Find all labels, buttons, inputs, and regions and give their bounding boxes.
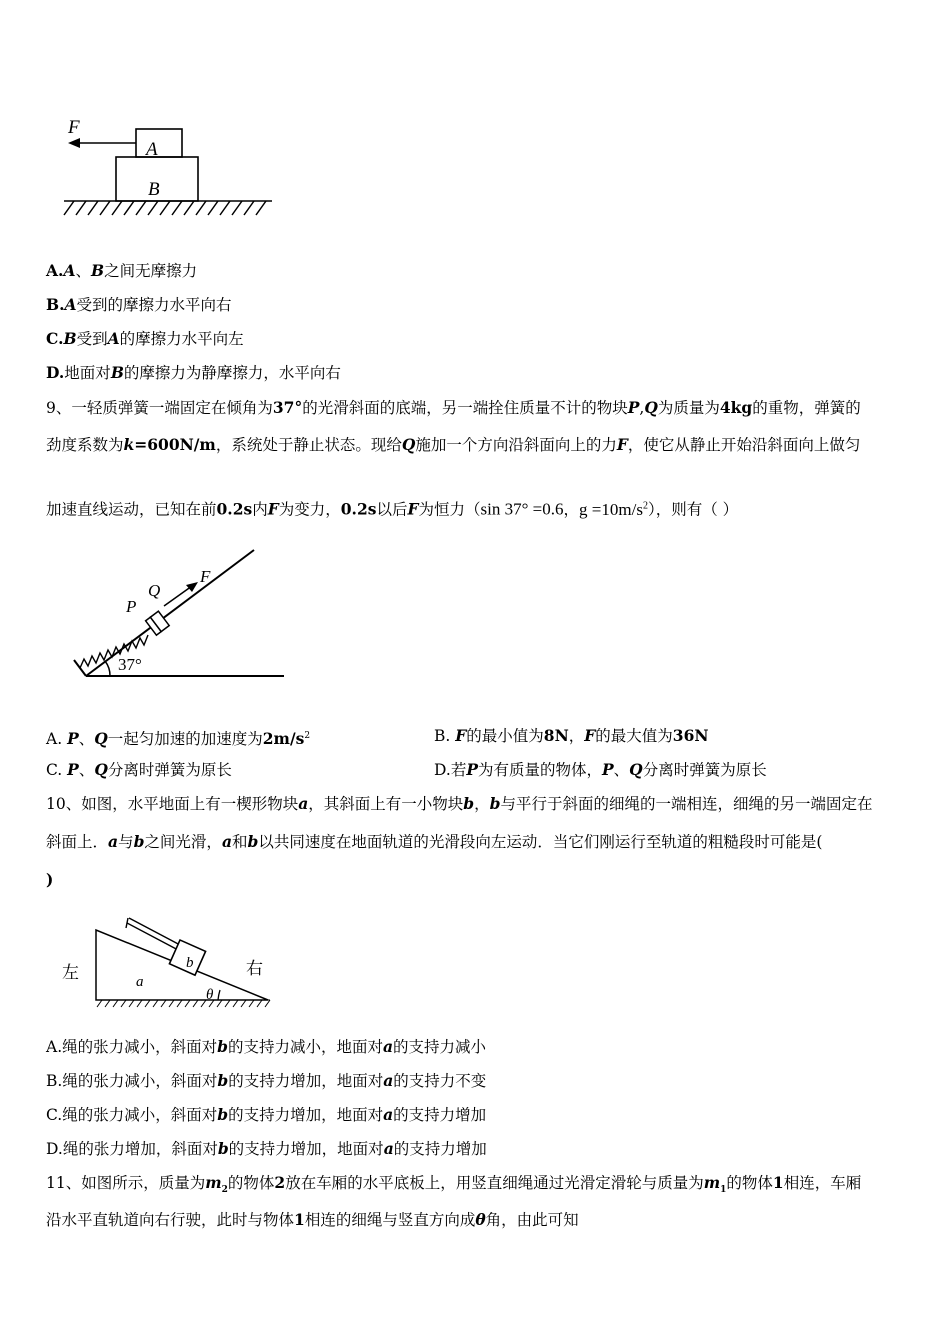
q9-stem-line2: 劲度系数为k=600N/m，系统处于静止状态。现给Q施加一个方向沿斜面向上的力F，使它从静止开始沿斜面向上做匀: [46, 435, 861, 454]
angle-label: θ: [206, 987, 214, 1003]
q10-stem-line2: 斜面上．a与b之间光滑，a和b以共同速度在地面轨道的光滑段向左运动．当它们刚运行至轨道的粗糙段时可能是(: [46, 832, 823, 851]
q10-stem-line1: 10、如图，水平地面上有一楔形物块a，其斜面上有一小物块b，b与平行于斜面的细绳的一端相连，细绳的另一端固定在: [46, 794, 873, 813]
block-pq: [146, 611, 170, 635]
q9-option-c: C. P、Q分离时弹簧为原长: [46, 760, 232, 779]
force-arrow-f: [164, 582, 198, 606]
incline-surface: [86, 550, 254, 676]
q9-option-d: D.若P为有质量的物体，P、Q分离时弹簧为原长: [434, 760, 767, 779]
q8-option-b: B.A受到的摩擦力水平向右: [46, 295, 232, 314]
q8-option-a: A.A、B之间无摩擦力: [46, 261, 198, 280]
q10-option-d: D.绳的张力增加，斜面对b的支持力增加，地面对a的支持力增加: [46, 1139, 487, 1158]
q10-option-a: A.绳的张力减小，斜面对b的支持力减小，地面对a的支持力减小: [46, 1037, 487, 1056]
label-f: F: [200, 567, 211, 586]
force-arrow-f: [68, 138, 136, 148]
label-a: a: [136, 974, 144, 990]
q10-option-c: C.绳的张力减小，斜面对b的支持力增加，地面对a的支持力增加: [46, 1105, 487, 1124]
label-p: P: [126, 597, 137, 616]
formula-g: $g =10m/s^2$: [579, 499, 648, 519]
angle-label: 37°: [118, 655, 142, 674]
block-a: [136, 129, 182, 157]
q9-option-b: B. F的最小值为8N，F的最大值为36N: [434, 726, 709, 745]
q11-stem-line2: 沿水平直轨道向右行驶，此时与物体1相连的细绳与竖直方向成θ角，由此可知: [46, 1210, 579, 1229]
label-b: b: [186, 955, 194, 971]
ground-hatch: [64, 201, 272, 215]
q9-option-a: A. P、Q一起匀加速的加速度为$2m/s^2$: [46, 729, 311, 749]
q10-option-b: B.绳的张力减小，斜面对b的支持力增加，地面对a的支持力不变: [46, 1071, 487, 1090]
label-left: 左: [62, 963, 79, 982]
figure-incline-spring: [68, 542, 298, 687]
label-a: A: [146, 139, 158, 160]
figure-blocks-ab: [60, 115, 280, 220]
label-b: B: [148, 179, 160, 200]
label-f: F: [68, 117, 80, 138]
figure-wedge: [56, 910, 286, 1015]
label-right: 右: [246, 959, 263, 978]
q9-stem-line3: 加速直线运动，已知在前0.2s内F为变力，0.2s以后F为恒力（sin 37° =0.6，$g =10m/s^2$），则有（ ）: [46, 499, 739, 519]
q8-option-c: C.B受到A的摩擦力水平向左: [46, 329, 244, 348]
angle-arc: [218, 990, 220, 1000]
q11-stem-line1: 11、如图所示，质量为$m_2$的物体2放在车厢的水平底板上，用竖直细绳通过光滑定滑轮与质量为$m_1$的物体1相连，车厢: [46, 1173, 862, 1196]
q8-option-d: D.地面对B的摩擦力为静摩擦力，水平向右: [46, 363, 341, 382]
formula-sin: sin 37° =0.6: [480, 499, 564, 519]
label-q: Q: [148, 581, 161, 600]
q10-stem-line3: ): [46, 870, 54, 889]
q9-stem-line1: 9、一轻质弹簧一端固定在倾角为37°的光滑斜面的底端，另一端拴住质量不计的物块P,Q为质量为4kg的重物，弹簧的: [46, 398, 861, 417]
ground-hatch: [96, 1000, 270, 1007]
angle-arc: [105, 661, 110, 676]
